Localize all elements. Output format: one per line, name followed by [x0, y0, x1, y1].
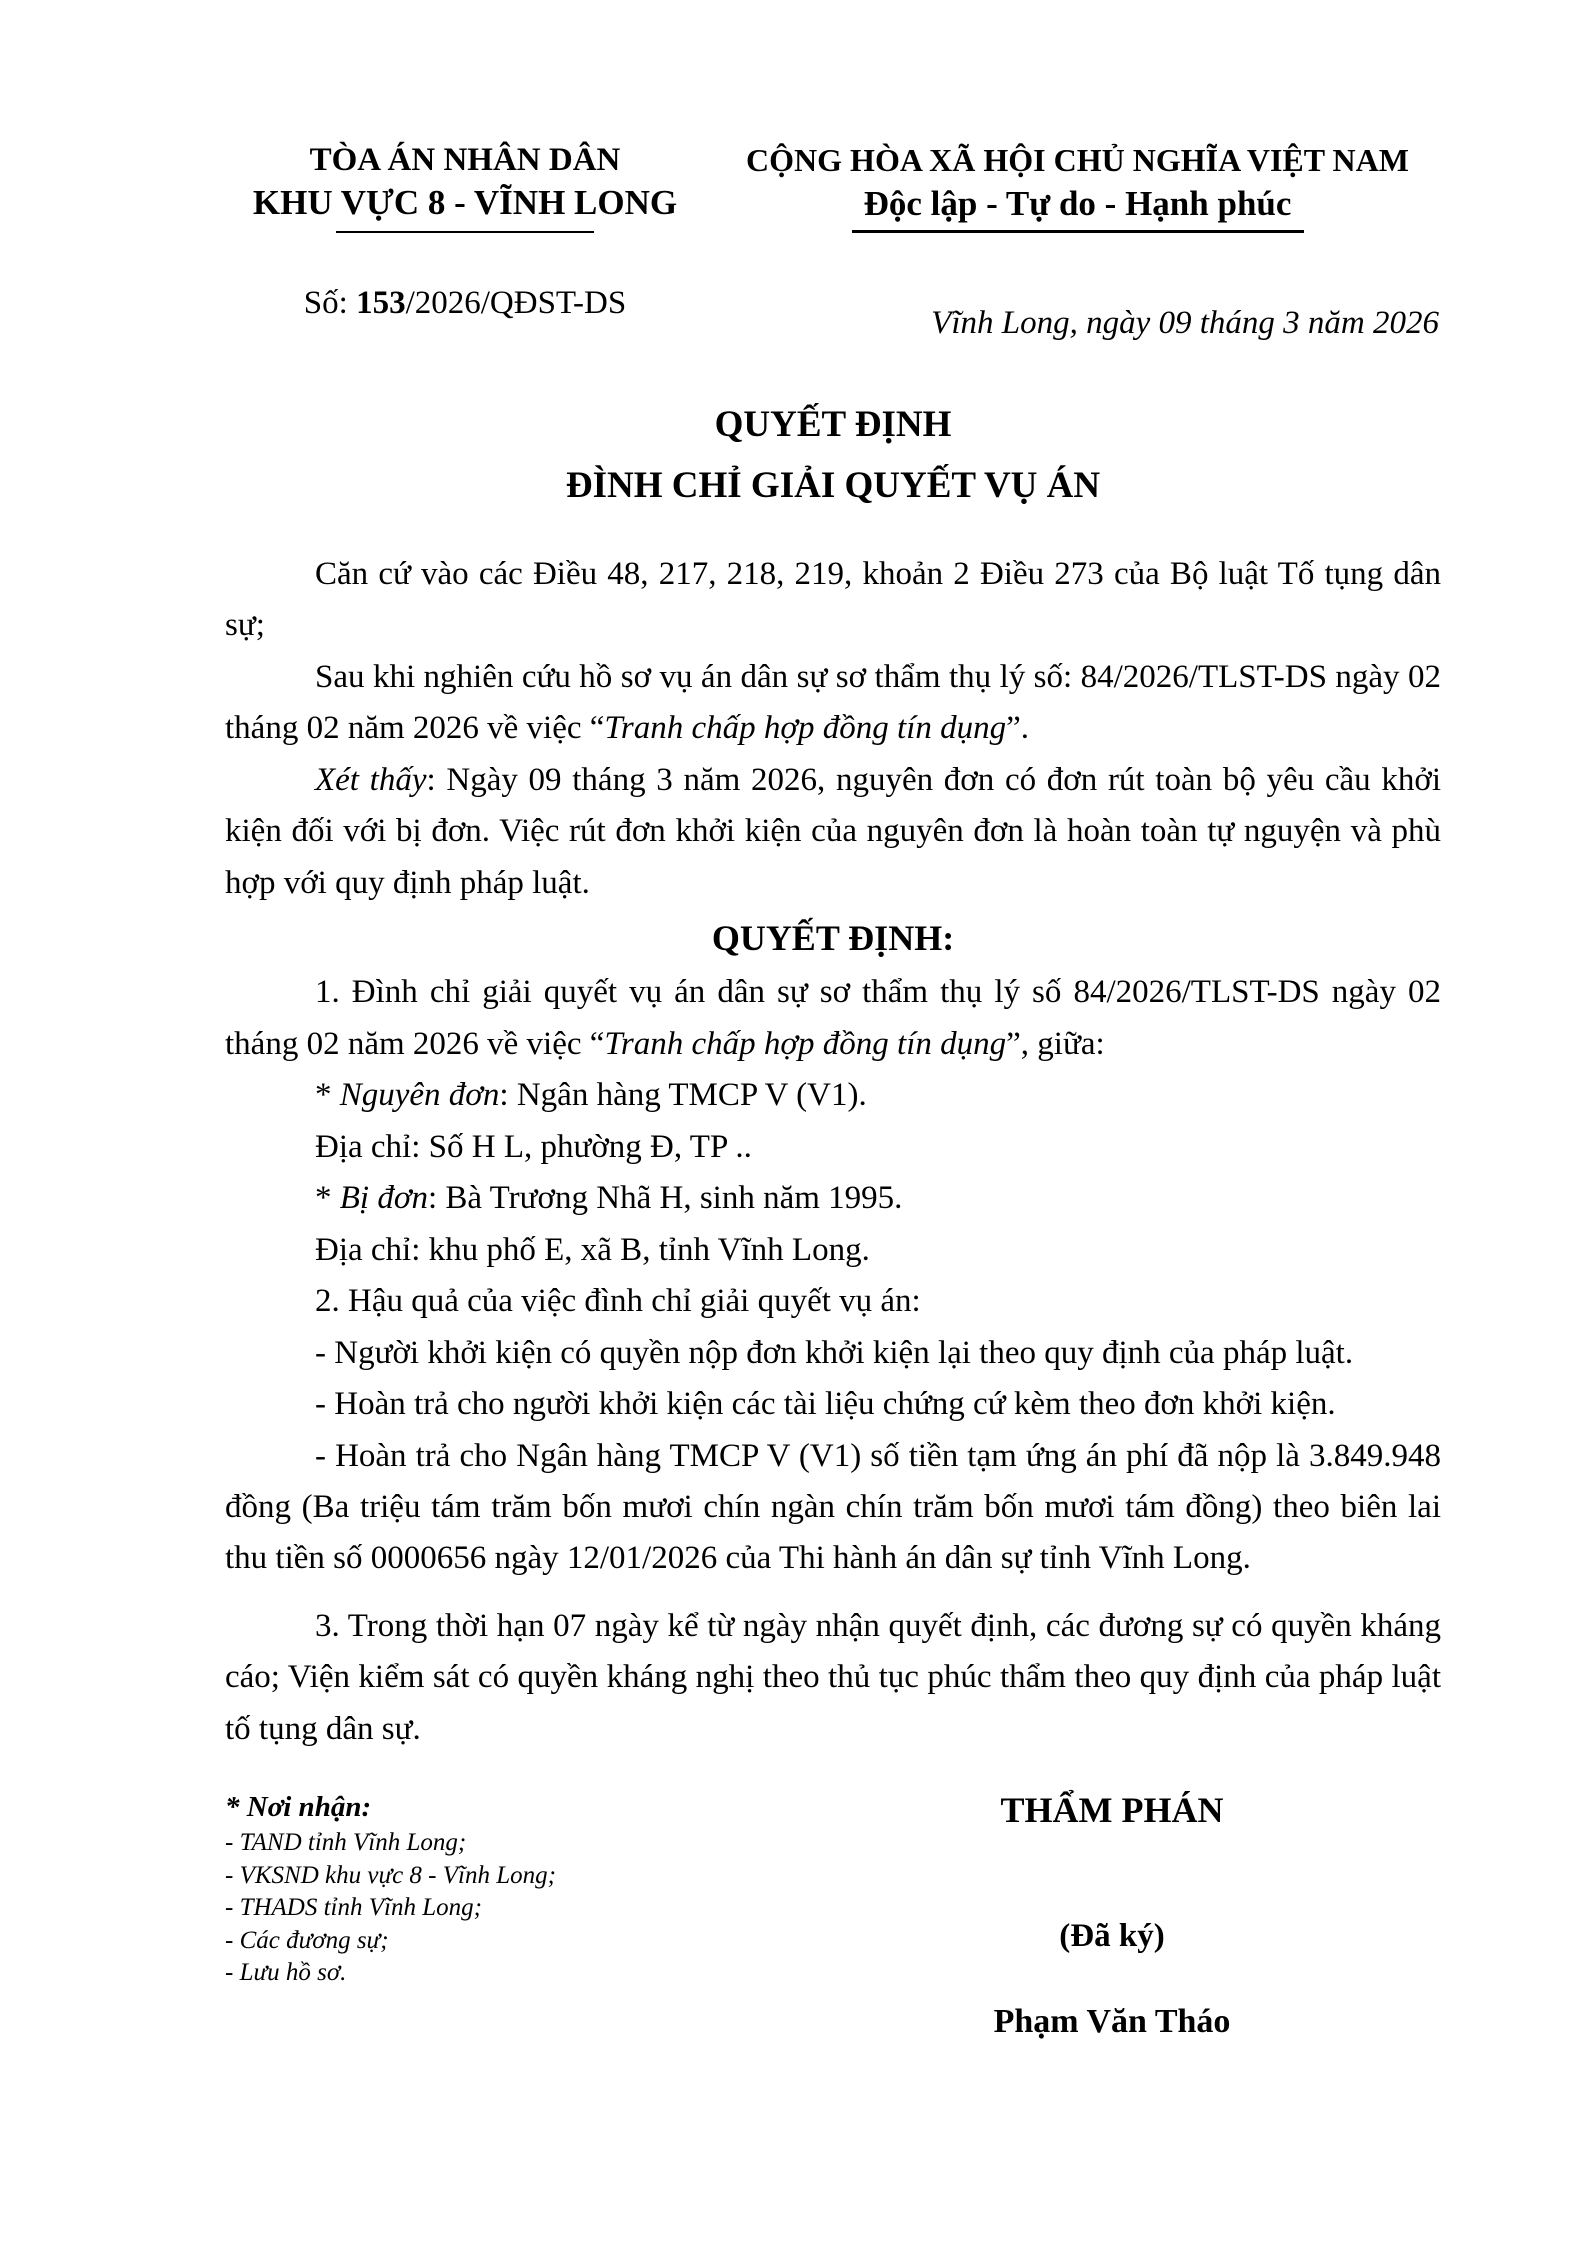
paragraph: 1. Đình chỉ giải quyết vụ án dân sự sơ thẩm thụ lý số 84/2026/TLST-DS ngày 02 tháng 02 năm 2026 về việc “Tranh chấp hợp đồng tín dụng”, giữa:: [225, 974, 1441, 1062]
decision-heading: QUYẾT ĐỊNH:: [711, 918, 955, 959]
document-meta: [0, 285, 1586, 342]
preamble-paragraphs: [225, 549, 1441, 909]
signed-note: (Đã ký): [1059, 1917, 1165, 1954]
national-motto: Độc lập - Tự do - Hạnh phúc: [863, 183, 1292, 223]
paragraph: 2. Hậu quả của việc đình chỉ giải quyết vụ án:: [315, 1283, 921, 1320]
paragraph: - Hoàn trả cho người khởi kiện các tài liệu chứng cứ kèm theo đơn khởi kiện.: [315, 1386, 1336, 1423]
case-number-value: 153: [356, 285, 406, 322]
place-and-date: Vĩnh Long, ngày 09 tháng 3 năm 2026: [931, 305, 1439, 342]
judge-name: Phạm Văn Tháo: [993, 2003, 1231, 2041]
title-line2: ĐÌNH CHỈ GIẢI QUYẾT VỤ ÁN: [565, 464, 1101, 506]
recipient-item: - THADS tỉnh Vĩnh Long;: [225, 1894, 482, 1922]
paragraph: 3. Trong thời hạn 07 ngày kể từ ngày nhận quyết định, các đương sự có quyền kháng cáo; Viện kiểm sát có quyền kháng nghị theo thủ tục phúc thẩm theo quy định của pháp luật tố tụng dân sự.: [225, 1607, 1441, 1747]
paragraph: * Nguyên đơn: Ngân hàng TMCP V (V1).: [315, 1077, 867, 1114]
case-number-suffix: /2026/QĐST-DS: [405, 285, 627, 322]
issuing-court-block: [240, 140, 690, 233]
document-title: [225, 402, 1441, 509]
title-line1: QUYẾT ĐỊNH: [714, 404, 952, 446]
motto-underline: [852, 230, 1304, 233]
recipient-item: - Các đương sự;: [225, 1926, 389, 1954]
paragraph: Sau khi nghiên cứu hồ sơ vụ án dân sự sơ thẩm thụ lý số: 84/2026/TLST-DS ngày 02 tháng 02 năm 2026 về việc “Tranh chấp hợp đồng tín dụng”.: [225, 658, 1441, 747]
paragraph: - Người khởi kiện có quyền nộp đơn khởi kiện lại theo quy định của pháp luật.: [315, 1334, 1354, 1371]
paragraph: Xét thấy: Ngày 09 tháng 3 năm 2026, nguyên đơn có đơn rút toàn bộ yêu cầu khởi kiện đối với bị đơn. Việc rút đơn khởi kiện của nguyên đơn là hoàn toàn tự nguyện và phù hợp với quy định pháp luật.: [225, 761, 1441, 901]
national-motto-block: [710, 140, 1445, 233]
case-number-prefix: Số:: [303, 285, 357, 322]
case-number: [240, 285, 690, 342]
recipient-item: - Lưu hồ sơ.: [225, 1959, 347, 1987]
judge-title: THẨM PHÁN: [1000, 1790, 1224, 1831]
paragraph: - Hoàn trả cho Ngân hàng TMCP V (V1) số tiền tạm ứng án phí đã nộp là 3.849.948 đồng (Ba triệu tám trăm bốn mươi chín ngàn chín trăm bốn mươi tám đồng) theo biên lai thu tiền số 0000656 ngày 12/01/2026 của Thi hành án dân sự tỉnh Vĩnh Long.: [225, 1437, 1441, 1577]
paragraph: * Bị đơn: Bà Trương Nhã H, sinh năm 1995.: [315, 1180, 903, 1217]
document-header: [0, 0, 1586, 233]
paragraph: Căn cứ vào các Điều 48, 217, 218, 219, khoản 2 Điều 273 của Bộ luật Tố tụng dân sự;: [225, 555, 1441, 644]
court-name-line1: TÒA ÁN NHÂN DÂN: [309, 142, 621, 178]
paragraph: Địa chỉ: khu phố E, xã B, tỉnh Vĩnh Long.: [315, 1231, 870, 1268]
court-name-line2: KHU VỰC 8 - VĨNH LONG: [252, 183, 678, 223]
document-body: [225, 549, 1441, 1756]
recipients-block: [225, 1789, 705, 2043]
recipient-item: - TAND tỉnh Vĩnh Long;: [225, 1829, 467, 1857]
recipient-item: - VKSND khu vực 8 - Vĩnh Long;: [225, 1861, 556, 1889]
decision-paragraphs: [225, 967, 1441, 1755]
signature-block: [842, 1789, 1382, 2043]
document-footer: [0, 1789, 1586, 2043]
paragraph: Địa chỉ: Số H L, phường Đ, TP ..: [315, 1128, 752, 1165]
national-title: CỘNG HÒA XÃ HỘI CHỦ NGHĨA VIỆT NAM: [746, 142, 1409, 178]
recipients-title: * Nơi nhận:: [225, 1791, 372, 1824]
recipients-list: [225, 1827, 705, 1990]
court-underline: [336, 231, 594, 233]
